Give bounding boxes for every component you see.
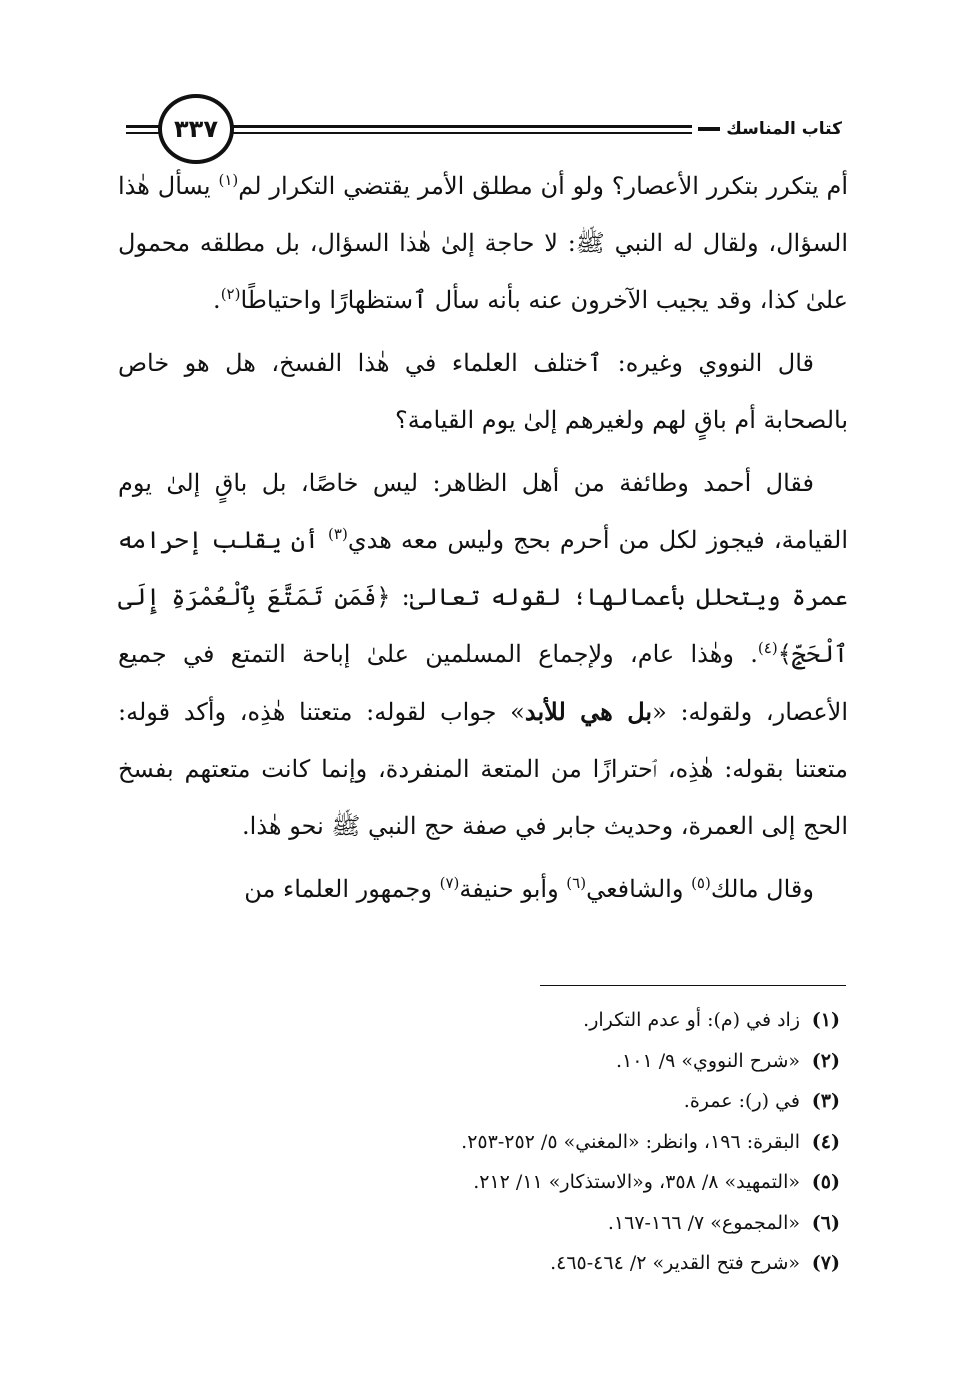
text-segment: قال النووي وغيره: ٱختلف العلماء في هٰذا الفسخ، هل هو خاص بالصحابة أم باقٍ لهم ولغيرهم إلىٰ يوم القيامة؟ [118, 349, 848, 434]
text-segment: . وهٰذا عام، ولإجماع المسلمين علىٰ إباحة التمتع في جميع الأعصار، ولقوله: « [118, 640, 848, 726]
footnote-ref: (٥) [691, 874, 711, 892]
header-dash [698, 127, 720, 131]
footnote-ref: (٦) [566, 874, 587, 892]
footnote-number: (٥) [811, 1171, 840, 1193]
footnote-number: (٤) [811, 1130, 840, 1153]
footnote-item [118, 1243, 840, 1284]
footnote-text: «التمهيد» ٨/ ٣٥٨، و«الاستذكار» ١١/ ٢١٢. [473, 1171, 800, 1193]
footnote-text: «شرح النووي» ٩/ ١٠١. [615, 1049, 800, 1072]
footnote-text: «المجموع» ٧/ ١٦٦-١٦٧. [607, 1211, 800, 1234]
footnote-number: (٣) [811, 1090, 840, 1112]
footnote-ref: (٢) [220, 285, 241, 303]
text-segment: أن يقلب إحرامه عمرة ويتحلل بأعمالها؛ لقوله تعالىٰ: ﴿فَمَن تَمَتَّعَ بِٱلْعُمْرَةِ إِلَى ٱلْحَجِّ﴾ [118, 526, 848, 668]
chapter-title: كتاب المناسك [726, 119, 842, 139]
text-segment: وأبو حنيفة [459, 875, 567, 903]
footnote-number: (٧) [811, 1252, 840, 1274]
text-segment: فقال أحمد وطائفة من أهل الظاهر: ليس خاصًا، بل باقٍ إلىٰ يوم القيامة، فيجوز لكل من أحرم بحج وليس معه هدي [118, 469, 848, 554]
footnote-text: زاد في (م): أو عدم التكرار. [583, 1009, 800, 1031]
text-segment: . [213, 286, 221, 314]
emphasized-text: بل هي للأبد [524, 697, 653, 726]
body-paragraph [118, 335, 848, 449]
text-segment: وقال مالك [710, 875, 814, 903]
header-title-wrap [692, 112, 848, 146]
footnote-text: في (ر): عمرة. [683, 1090, 800, 1112]
text-segment: أم يتكرر بتكرر الأعصار؟ ولو أن مطلق الأمر يقتضي التكرار لم [238, 172, 848, 200]
footnote-separator [540, 985, 846, 986]
body-paragraph [118, 158, 848, 329]
body-paragraph [118, 861, 848, 918]
footnote-number: (٢) [811, 1049, 840, 1072]
footnote-number: (١) [811, 1009, 840, 1031]
text-segment: يسأل هٰذا السؤال، ولقال له النبي ﷺ: لا حاجة إلىٰ هٰذا السؤال، بل مطلقه محمول علىٰ كذا، وقد يجيب الآخرون عنه بأنه سأل ٱستظهارًا واحتياطًا [118, 172, 848, 314]
footnote-item [118, 1203, 840, 1244]
footnote-item [118, 1041, 840, 1082]
footnote-number: (٦) [811, 1211, 840, 1234]
main-text [118, 158, 848, 924]
footnote-item [118, 1162, 840, 1203]
footnote-ref: (٧) [439, 874, 460, 892]
footnote-text: البقرة: ١٩٦، وانظر: «المغني» ٥/ ٢٥٢-٢٥٣. [461, 1130, 800, 1153]
body-paragraph [118, 455, 848, 855]
text-segment: » جواب لقوله: متعتنا هٰذِه، وأكد قوله: متعتنا بقوله: هٰذِه، ٱحترازًا من المتعة المنفردة، وإنما كانت متعتهم بفسخ الحج إلى العمرة، وحديث جابر في صفة حج النبي ﷺ نحو هٰذا. [118, 698, 848, 840]
footnote-ref: (٤) [757, 639, 778, 657]
text-segment: والشافعي [586, 875, 692, 903]
footnote-item [118, 1000, 840, 1041]
text-segment: وجمهور العلماء من [244, 875, 440, 903]
footnote-item [118, 1081, 840, 1122]
page-number: ٣٣٧ [158, 94, 234, 164]
footnote-ref: (١) [218, 171, 239, 189]
footnotes [118, 1000, 840, 1284]
footnote-ref: (٣) [328, 525, 348, 543]
footnote-text: «شرح فتح القدير» ٢/ ٤٦٤-٤٦٥. [550, 1252, 800, 1274]
header-rule [230, 125, 710, 134]
footnote-item [118, 1122, 840, 1163]
